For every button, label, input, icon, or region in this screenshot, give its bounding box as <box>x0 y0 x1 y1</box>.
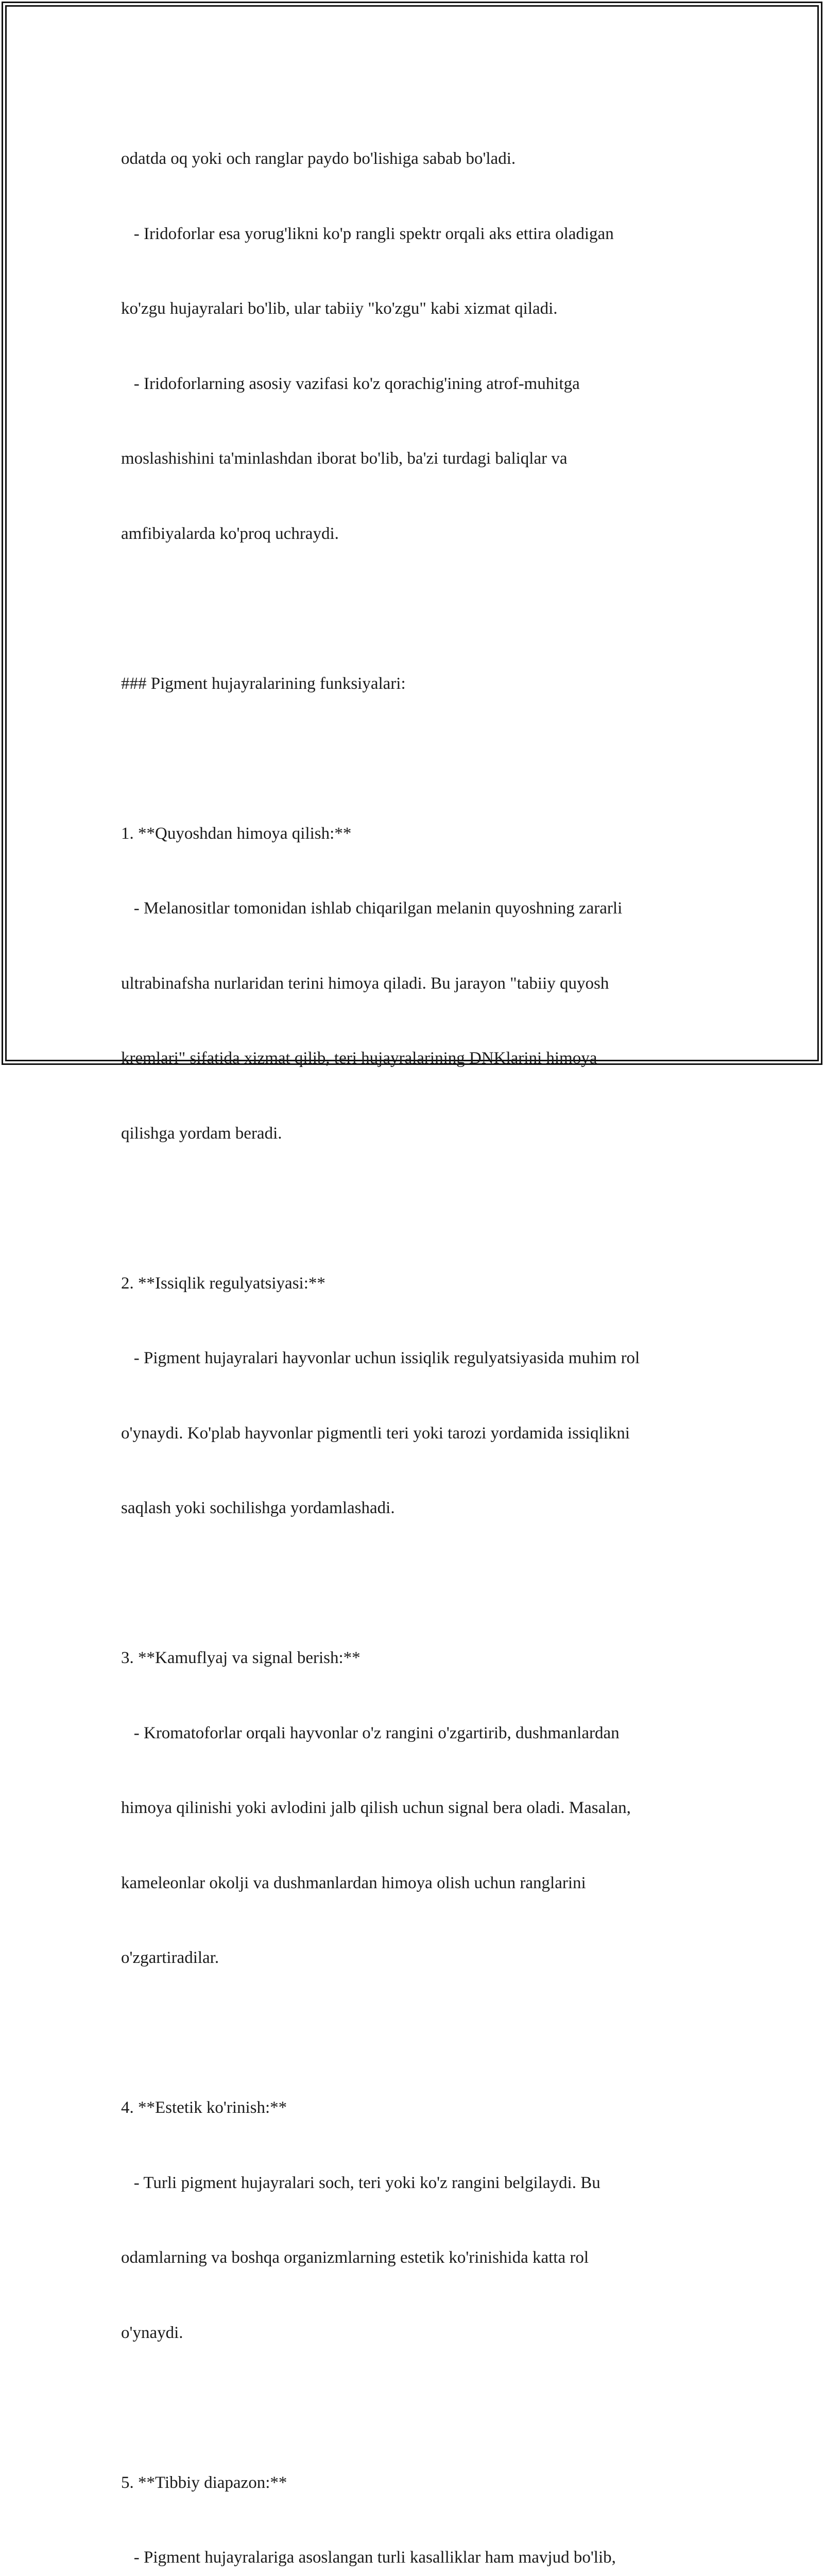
text-line: qilishga yordam beradi. <box>121 1124 282 1143</box>
text-line: - Melanositlar tomonidan ishlab chiqarilgan melanin quyoshning zararli <box>121 899 623 918</box>
text-line: amfibiyalarda ko'proq uchraydi. <box>121 524 339 543</box>
document-body <box>121 96 729 2576</box>
blank-line <box>121 596 729 621</box>
text-line: odatda oq yoki och ranglar paydo bo'lishiga sabab bo'ladi. <box>121 149 516 168</box>
text-line: saqlash yoki sochilishga yordamlashadi. <box>121 1499 395 1517</box>
text-line: kameleonlar okolji va dushmanlardan himoya olish uchun ranglarini <box>121 1873 586 1892</box>
section-heading: ### Pigment hujayralarining funksiyalari: <box>121 674 406 693</box>
text-line: - Iridoforlarning asosiy vazifasi ko'z qorachig'ining atrof-muhitga <box>121 374 580 393</box>
text-line: o'ynaydi. <box>121 2323 183 2342</box>
text-line: himoya qilinishi yoki avlodini jalb qilish uchun signal bera oladi. Masalan, <box>121 1799 631 1817</box>
blank-line <box>121 2021 729 2046</box>
blank-line <box>121 746 729 771</box>
text-line: - Turli pigment hujayralari soch, teri yoki ko'z rangini belgilaydi. Bu <box>121 2173 600 2192</box>
text-line: - Kromatoforlar orqali hayvonlar o'z rangini o'zgartirib, dushmanlardan <box>121 1723 620 1742</box>
list-item-heading: 1. **Quyoshdan himoya qilish:** <box>121 824 352 843</box>
text-line: - Pigment hujayralariga asoslangan turli kasalliklar ham mavjud bo'lib, <box>121 2548 616 2567</box>
text-line: ultrabinafsha nurlaridan terini himoya qiladi. Bu jarayon "tabiiy quyosh <box>121 974 609 993</box>
text-line: - Pigment hujayralari hayvonlar uchun issiqlik regulyatsiyasida muhim rol <box>121 1349 640 1367</box>
blank-line <box>121 1571 729 1596</box>
text-line: o'zgartiradilar. <box>121 1948 219 1967</box>
list-item-heading: 5. **Tibbiy diapazon:** <box>121 2473 287 2492</box>
text-line: moslashishini ta'minlashdan iborat bo'lib, ba'zi turdagi baliqlar va <box>121 449 568 468</box>
blank-line <box>121 1196 729 1221</box>
list-item-heading: 3. **Kamuflyaj va signal berish:** <box>121 1649 360 1667</box>
text-line: o'ynaydi. Ko'plab hayvonlar pigmentli teri yoki tarozi yordamida issiqlikni <box>121 1423 630 1443</box>
text-line: - Iridoforlar esa yorug'likni ko'p rangli spektr orqali aks ettira oladigan <box>121 224 614 243</box>
text-line: odamlarning va boshqa organizmlarning estetik ko'rinishida katta rol <box>121 2248 589 2267</box>
list-item-heading: 2. **Issiqlik regulyatsiyasi:** <box>121 1274 325 1293</box>
text-line: ko'zgu hujayralari bo'lib, ular tabiiy "ko'zgu" kabi xizmat qiladi. <box>121 299 558 318</box>
text-line: kremlari" sifatida xizmat qilib, teri hujayralarining DNKlarini himoya <box>121 1049 597 1067</box>
list-item-heading: 4. **Estetik ko'rinish:** <box>121 2098 287 2117</box>
blank-line <box>121 2395 729 2420</box>
